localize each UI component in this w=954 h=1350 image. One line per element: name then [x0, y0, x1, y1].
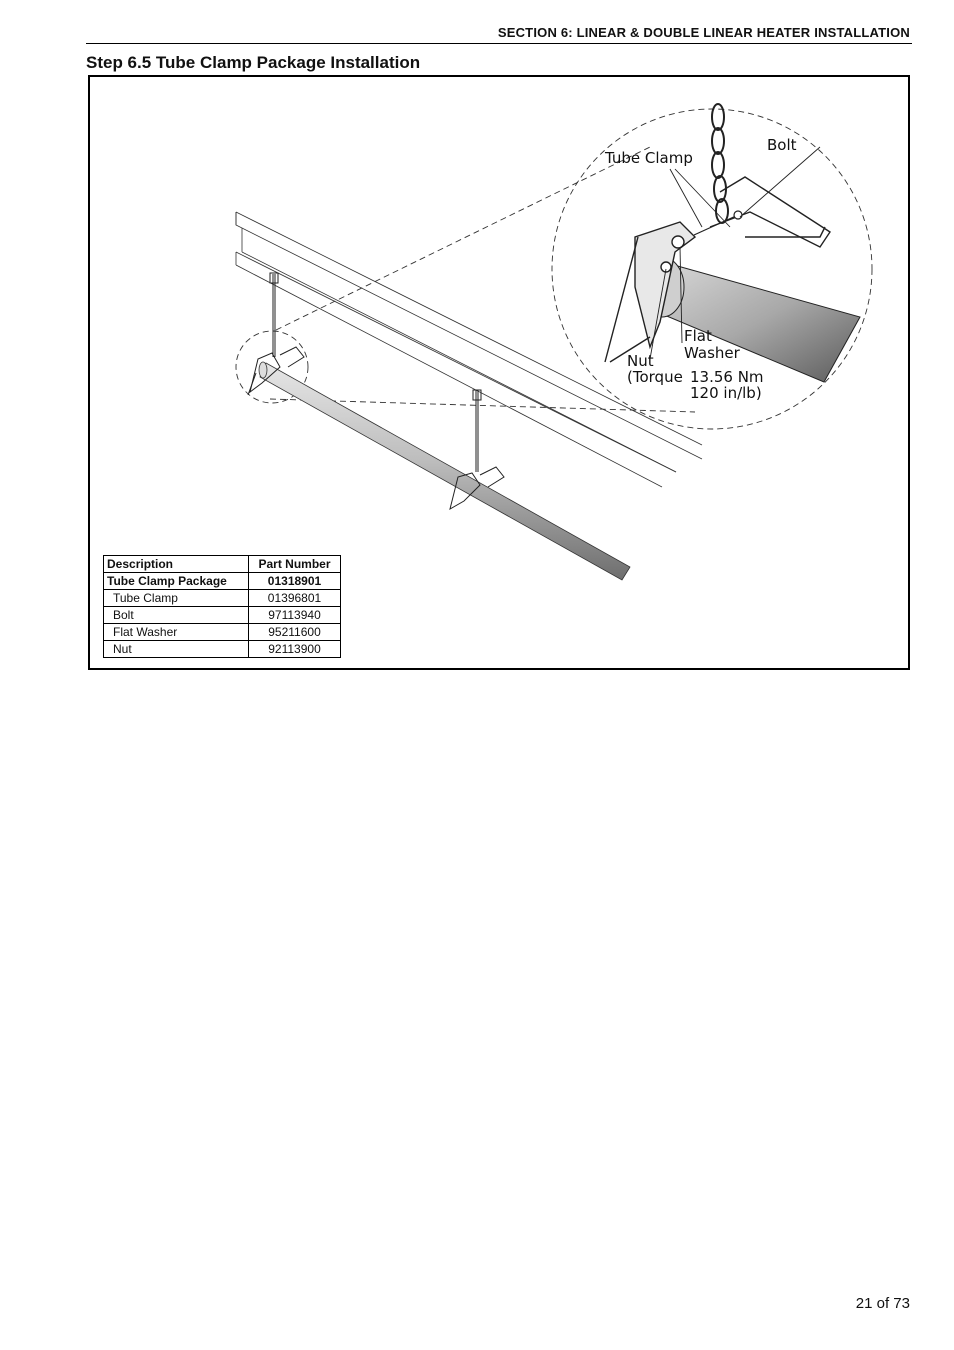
section-title: SECTION 6: LINEAR & DOUBLE LINEAR HEATER INSTALLATION — [497, 25, 910, 40]
callout-washer: Washer — [684, 344, 740, 362]
chain-left — [270, 273, 278, 357]
row-part-number: 01318901 — [249, 573, 341, 590]
column-header-description: Description — [104, 556, 249, 573]
table-header-row — [104, 556, 341, 573]
row-description: Flat Washer — [104, 624, 249, 641]
callout-torque-nm: 13.56 Nm — [690, 368, 764, 386]
callout-tube-clamp: Tube Clamp — [605, 149, 693, 167]
row-part-number: 01396801 — [249, 590, 341, 607]
table-row — [104, 573, 341, 590]
parts-table — [103, 555, 341, 658]
table-row — [104, 607, 341, 624]
row-part-number: 92113900 — [249, 641, 341, 658]
section-header — [86, 22, 912, 44]
table-row — [104, 624, 341, 641]
column-header-part-number: Part Number — [249, 556, 341, 573]
detail-chain — [712, 104, 728, 223]
detail-tube — [640, 257, 860, 382]
row-description: Tube Clamp Package — [104, 573, 249, 590]
row-description: Tube Clamp — [104, 590, 249, 607]
row-part-number: 95211600 — [249, 624, 341, 641]
row-description: Bolt — [104, 607, 249, 624]
installation-figure — [88, 75, 910, 670]
chain-right — [473, 390, 481, 472]
step-title: Step 6.5 Tube Clamp Package Installation — [86, 53, 421, 72]
table-row — [104, 641, 341, 658]
callout-torque-inlb: 120 in/lb) — [690, 384, 762, 402]
table-row — [104, 590, 341, 607]
callout-torque: (Torque — [627, 368, 683, 386]
i-beam — [236, 212, 702, 487]
row-description: Nut — [104, 641, 249, 658]
callout-flat: Flat — [684, 327, 712, 345]
row-part-number: 97113940 — [249, 607, 341, 624]
callout-bolt: Bolt — [767, 136, 797, 154]
page-number: 21 of 73 — [855, 1295, 910, 1312]
magnify-lines — [236, 109, 872, 429]
callout-nut: Nut — [627, 352, 654, 370]
